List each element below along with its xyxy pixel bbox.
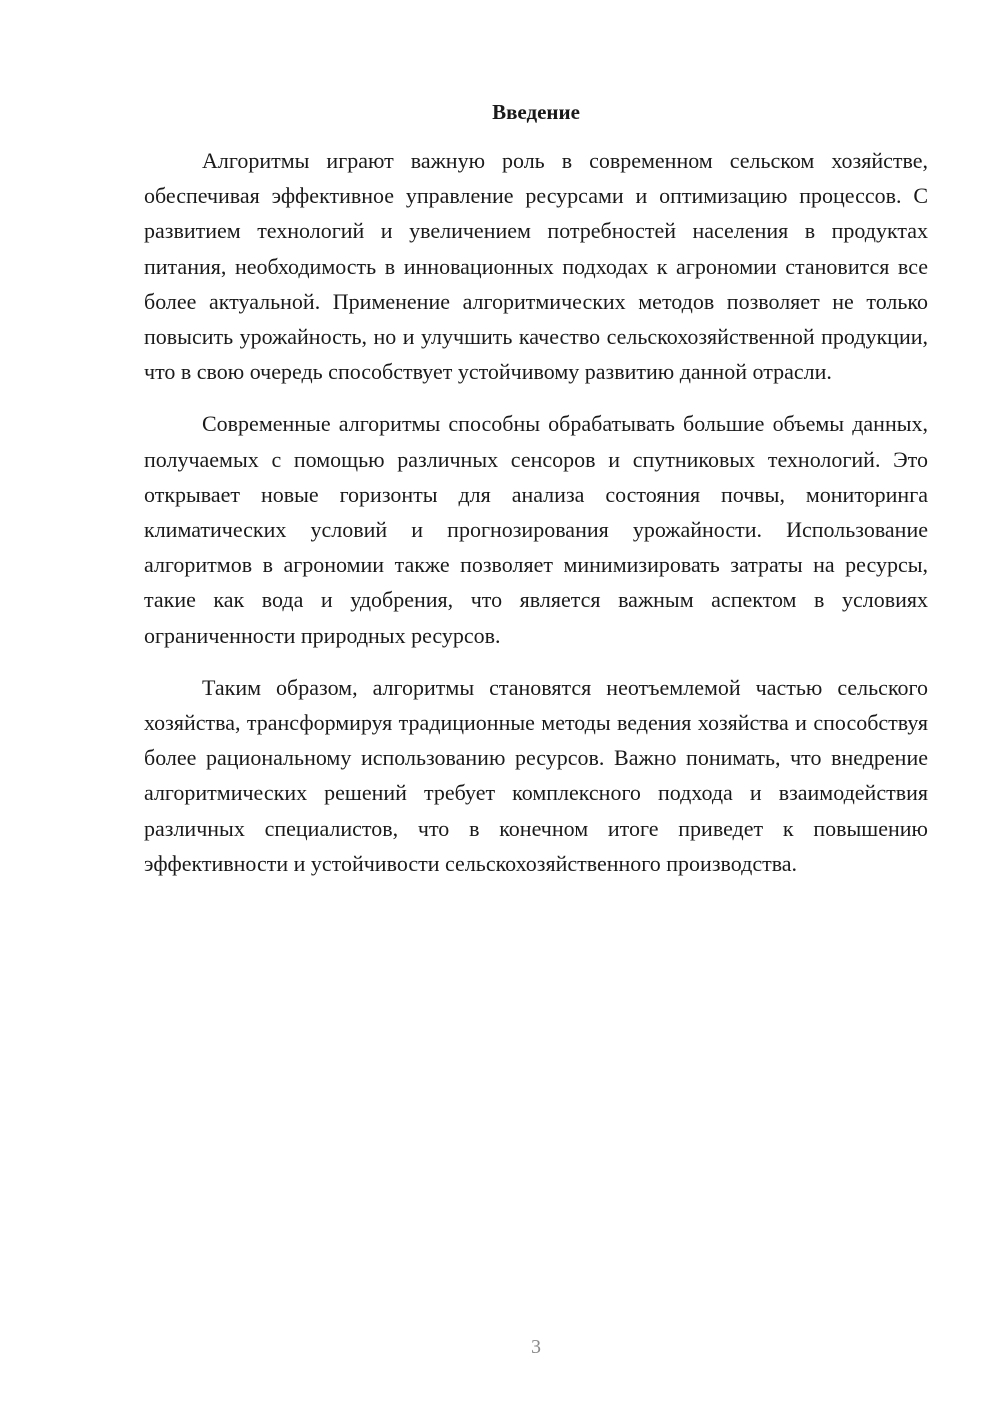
paragraph-3: Таким образом, алгоритмы становятся неотъемлемой частью сельского хозяйства, трансформируя традиционные методы ведения хозяйства и способствуя более рациональному использованию ресурсов. Важно понимать, что внедрение алгоритмических решений требует комплексного подхода и взаимодействия различных специалистов, что в конечном итоге приведет к повышению эффективности и устойчивости сельскохозяйственного производства. <box>144 674 928 876</box>
paragraph-2: Современные алгоритмы способны обрабатывать большие объемы данных, получаемых с помощью различных сенсоров и спутниковых технологий. Это открывает новые горизонты для анализа состояния почвы, мониторинга климатических условий и прогнозирования урожайности. Использование алгоритмов в агрономии также позволяет минимизировать затраты на ресурсы, такие как вода и удобрения, что является важным аспектом в условиях ограниченности природных ресурсов. <box>144 411 928 648</box>
body-text <box>144 143 928 898</box>
page-number: 3 <box>531 1336 541 1358</box>
section-title: Введение <box>492 100 580 124</box>
paragraph-1: Алгоритмы играют важную роль в современном сельском хозяйстве, обеспечивая эффективное управление ресурсами и оптимизацию процессов. С развитием технологий и увеличением потребностей населения в продуктах питания, необходимость в инновационных подходах к агрономии становится все более актуальной. Применение алгоритмических методов позволяет не только повысить урожайность, но и улучшить качество сельскохозяйственной продукции, что в свою очередь способствует устойчивому развитию данной отрасли. <box>144 148 928 385</box>
